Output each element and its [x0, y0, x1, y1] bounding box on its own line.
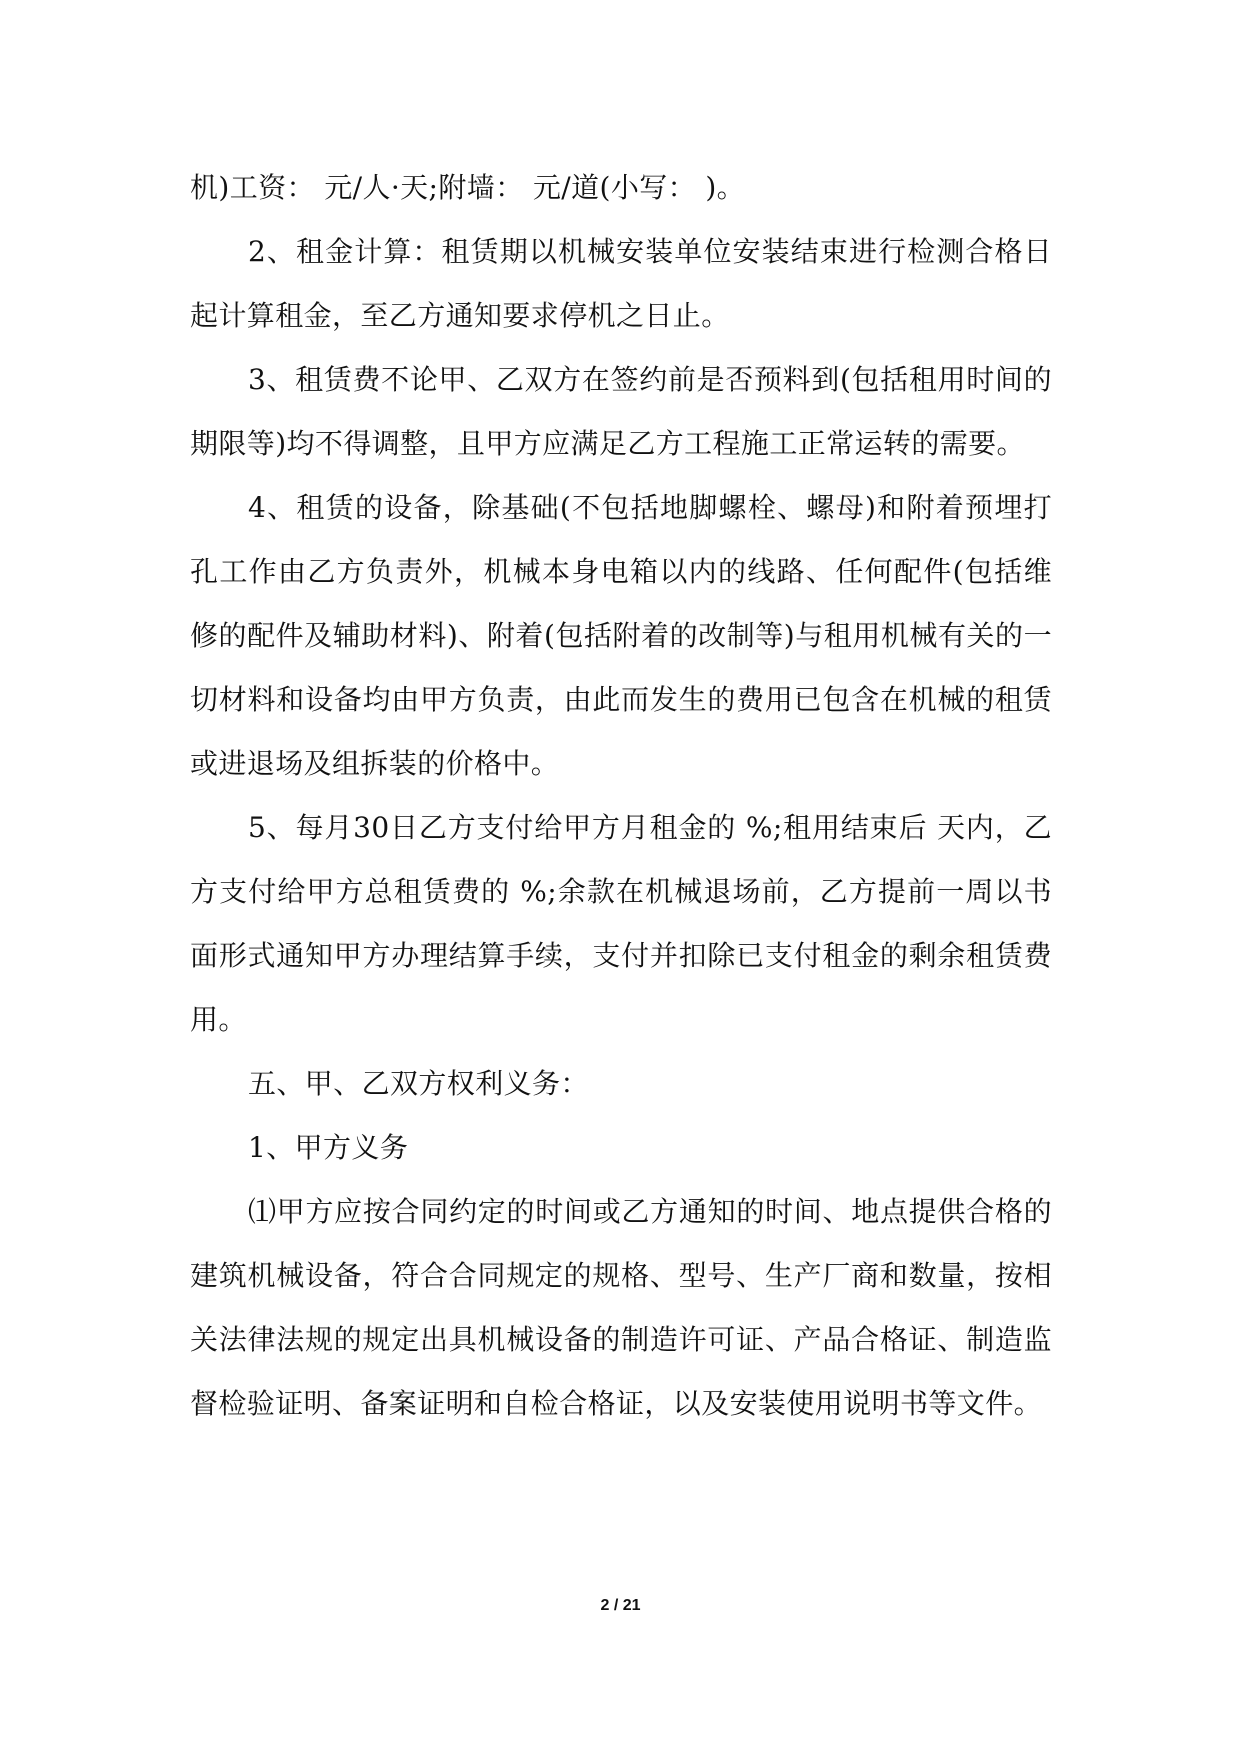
document-body — [190, 156, 1052, 1436]
page-number: 2 / 21 — [600, 1597, 641, 1614]
paragraph-payment-terms: 5、每月30日乙方支付给甲方月租金的 %;租用结束后 天内，乙方支付给甲方总租赁费的 %;余款在机械退场前，乙方提前一周以书面形式通知甲方办理结算手续，支付并扣除已支付租金的剩余租赁费用。 — [190, 811, 1052, 1036]
paragraph-fee-adjustment: 3、租赁费不论甲、乙双方在签约前是否预料到(包括租用时间的期限等)均不得调整，且甲方应满足乙方工程施工正常运转的需要。 — [190, 363, 1052, 460]
section-heading-rights-obligations: 五、甲、乙双方权利义务： — [248, 1067, 589, 1100]
subheading-party-a-obligations: 1、甲方义务 — [248, 1131, 409, 1164]
paragraph-rent-calculation: 2、租金计算：租赁期以机械安装单位安装结束进行检测合格日起计算租金，至乙方通知要求停机之日止。 — [190, 235, 1052, 332]
paragraph-equipment-responsibility: 4、租赁的设备，除基础(不包括地脚螺栓、螺母)和附着预埋打孔工作由乙方负责外，机械本身电箱以内的线路、任何配件(包括维修的配件及辅助材料)、附着(包括附着的改制等)与租用机械有关的一切材料和设备均由甲方负责，由此而发生的费用已包含在机械的租赁或进退场及组拆装的价格中。 — [190, 491, 1052, 780]
paragraph-wage-rates: 机)工资： 元/人·天;附墙： 元/道(小写： )。 — [190, 171, 746, 204]
paragraph-party-a-provide-equipment: ⑴甲方应按合同约定的时间或乙方通知的时间、地点提供合格的建筑机械设备，符合合同规定的规格、型号、生产厂商和数量，按相关法律法规的规定出具机械设备的制造许可证、产品合格证、制造监督检验证明、备案证明和自检合格证，以及安装使用说明书等文件。 — [190, 1195, 1052, 1420]
